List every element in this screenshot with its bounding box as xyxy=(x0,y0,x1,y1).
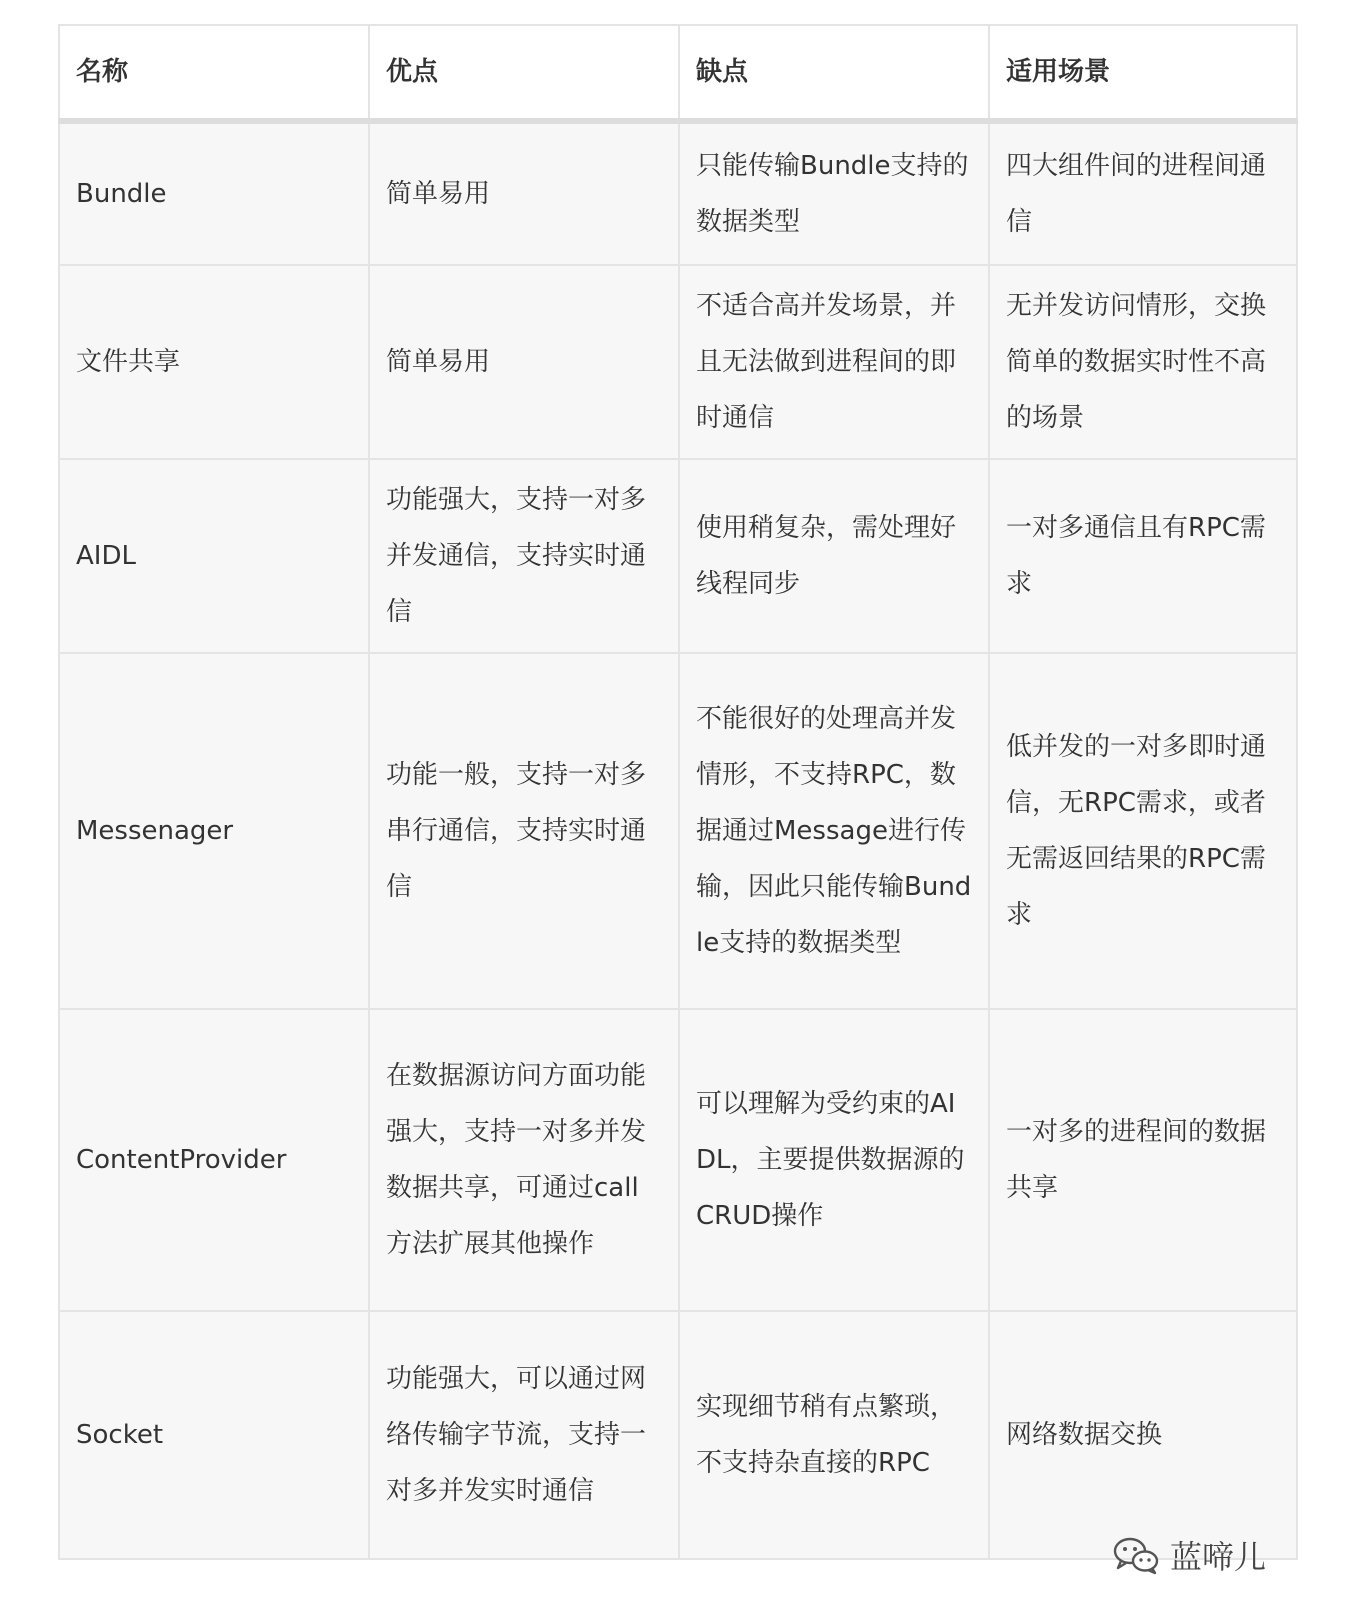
header-cons: 缺点 xyxy=(679,25,989,121)
header-pros: 优点 xyxy=(369,25,679,121)
table-row xyxy=(59,1009,1297,1311)
watermark xyxy=(1112,1532,1266,1578)
cell-name: Messenager xyxy=(59,653,369,1009)
ipc-comparison-table xyxy=(58,24,1298,1560)
cell-name: 文件共享 xyxy=(59,265,369,459)
cell-cons: 使用稍复杂，需处理好线程同步 xyxy=(679,459,989,653)
table-row xyxy=(59,121,1297,265)
cell-scenario: 无并发访问情形，交换简单的数据实时性不高的场景 xyxy=(989,265,1297,459)
ipc-comparison-table-container xyxy=(58,24,1296,1560)
wechat-icon xyxy=(1112,1535,1160,1575)
cell-pros: 功能强大，支持一对多并发通信，支持实时通信 xyxy=(369,459,679,653)
cell-cons: 不能很好的处理高并发情形，不支持RPC，数据通过Message进行传输，因此只能传输Bundle支持的数据类型 xyxy=(679,653,989,1009)
cell-pros: 简单易用 xyxy=(369,265,679,459)
cell-scenario: 四大组件间的进程间通信 xyxy=(989,121,1297,265)
cell-pros: 简单易用 xyxy=(369,121,679,265)
cell-pros: 功能一般，支持一对多串行通信，支持实时通信 xyxy=(369,653,679,1009)
table-row xyxy=(59,1311,1297,1559)
cell-cons: 实现细节稍有点繁琐，不支持杂直接的RPC xyxy=(679,1311,989,1559)
header-scenario: 适用场景 xyxy=(989,25,1297,121)
watermark-text: 蓝啼儿 xyxy=(1169,1538,1266,1576)
cell-cons: 只能传输Bundle支持的数据类型 xyxy=(679,121,989,265)
cell-name: ContentProvider xyxy=(59,1009,369,1311)
cell-pros: 在数据源访问方面功能强大，支持一对多并发数据共享，可通过call方法扩展其他操作 xyxy=(369,1009,679,1311)
cell-scenario: 一对多通信且有RPC需求 xyxy=(989,459,1297,653)
cell-scenario: 低并发的一对多即时通信，无RPC需求，或者无需返回结果的RPC需求 xyxy=(989,653,1297,1009)
table-row xyxy=(59,265,1297,459)
table-header-row xyxy=(59,25,1297,121)
cell-name: AIDL xyxy=(59,459,369,653)
header-name: 名称 xyxy=(59,25,369,121)
cell-scenario: 网络数据交换 xyxy=(989,1311,1297,1559)
cell-cons: 不适合高并发场景，并且无法做到进程间的即时通信 xyxy=(679,265,989,459)
table-row xyxy=(59,653,1297,1009)
cell-name: Bundle xyxy=(59,121,369,265)
table-row xyxy=(59,459,1297,653)
cell-name: Socket xyxy=(59,1311,369,1559)
cell-cons: 可以理解为受约束的AIDL，主要提供数据源的CRUD操作 xyxy=(679,1009,989,1311)
cell-pros: 功能强大，可以通过网络传输字节流，支持一对多并发实时通信 xyxy=(369,1311,679,1559)
cell-scenario: 一对多的进程间的数据共享 xyxy=(989,1009,1297,1311)
